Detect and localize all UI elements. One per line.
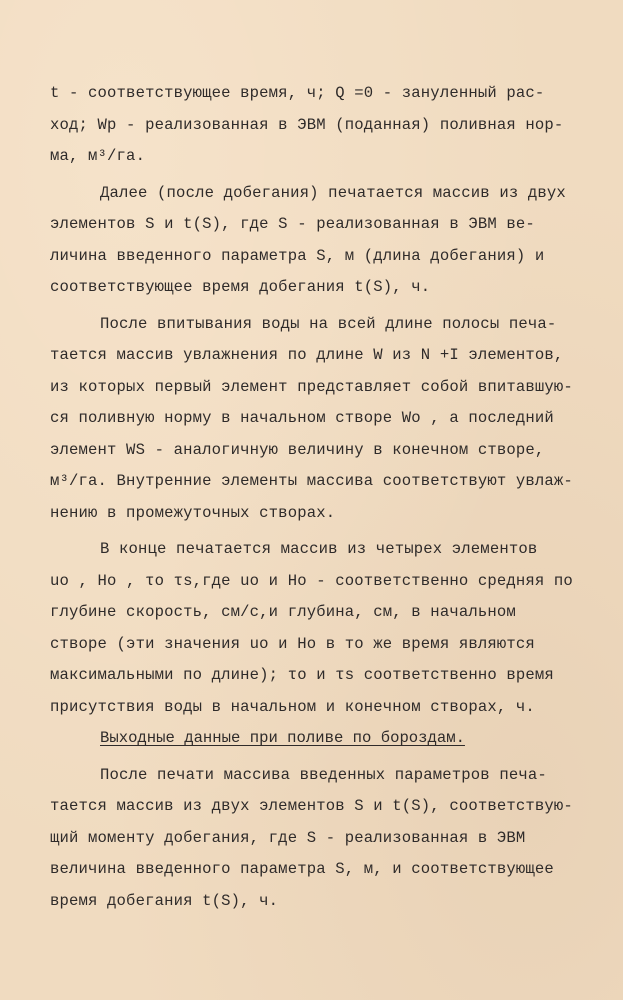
text-line: величина введенного параметра S, м, и соответствующее [50, 860, 554, 878]
paragraph-3 [50, 309, 593, 530]
text-line: присутствия воды в начальном и конечном створах, ч. [50, 697, 535, 716]
text-line: время добегания t(S), ч. [50, 891, 279, 910]
paragraph-4 [50, 534, 593, 723]
text-line: В конце печатается массив из четырех элементов [100, 540, 538, 558]
paragraph-2 [50, 178, 593, 304]
text-line: ся поливную норму в начальном створе Wo , а последний [50, 409, 554, 427]
text-line: тается массив увлажнения по длине W из N +I элементов, [50, 346, 564, 364]
text-line: t - соответствующее время, ч; Q =0 - зануленный рас- [50, 84, 545, 102]
text-line: тается массив из двух элементов S и t(S), соответствую- [50, 797, 573, 815]
paragraph-5 [50, 760, 593, 918]
text-line: Далее (после добегания) печатается массив из двух [100, 183, 566, 202]
text-line: элементов S и t(S), где S - реализованная в ЭВМ ве- [50, 215, 535, 233]
text-line: из которых первый элемент представляет собой впитавшую- [50, 377, 573, 396]
text-line: личина введенного параметра S, м (длина добегания) и [50, 246, 545, 265]
paragraph-1 [50, 78, 593, 173]
text-line: ма, м³/га. [50, 147, 146, 165]
text-line: нению в промежуточных створах. [50, 503, 336, 522]
text-line: глубине скорость, см/с,и глубина, см, в начальном [50, 603, 516, 621]
text-line: соответствующее время добегания t(S), ч. [50, 278, 431, 296]
text-line: створе (эти значения uo и Ho в то же время являются [50, 634, 535, 653]
text-line: м³/га. Внутренние элементы массива соответствуют увлаж- [50, 472, 573, 490]
section-heading-text: Выходные данные при поливе по бороздам. [100, 729, 465, 747]
text-line: uo , Ho , τo τs,где uo и Ho - соответственно средняя по [50, 571, 573, 590]
text-line: элемент WS - аналогичную величину в конечном створе, [50, 440, 545, 459]
section-heading [50, 723, 593, 755]
text-line: После печати массива введенных параметров печа- [100, 765, 547, 784]
text-line: После впитывания воды на всей длине полосы печа- [100, 314, 557, 333]
text-line: максимальными по длине); τo и τs соответственно время [50, 666, 554, 684]
text-line: щий моменту добегания, где S - реализованная в ЭВМ [50, 828, 526, 847]
text-line: ход; Wр - реализованная в ЭВМ (поданная) поливная нор- [50, 115, 564, 134]
